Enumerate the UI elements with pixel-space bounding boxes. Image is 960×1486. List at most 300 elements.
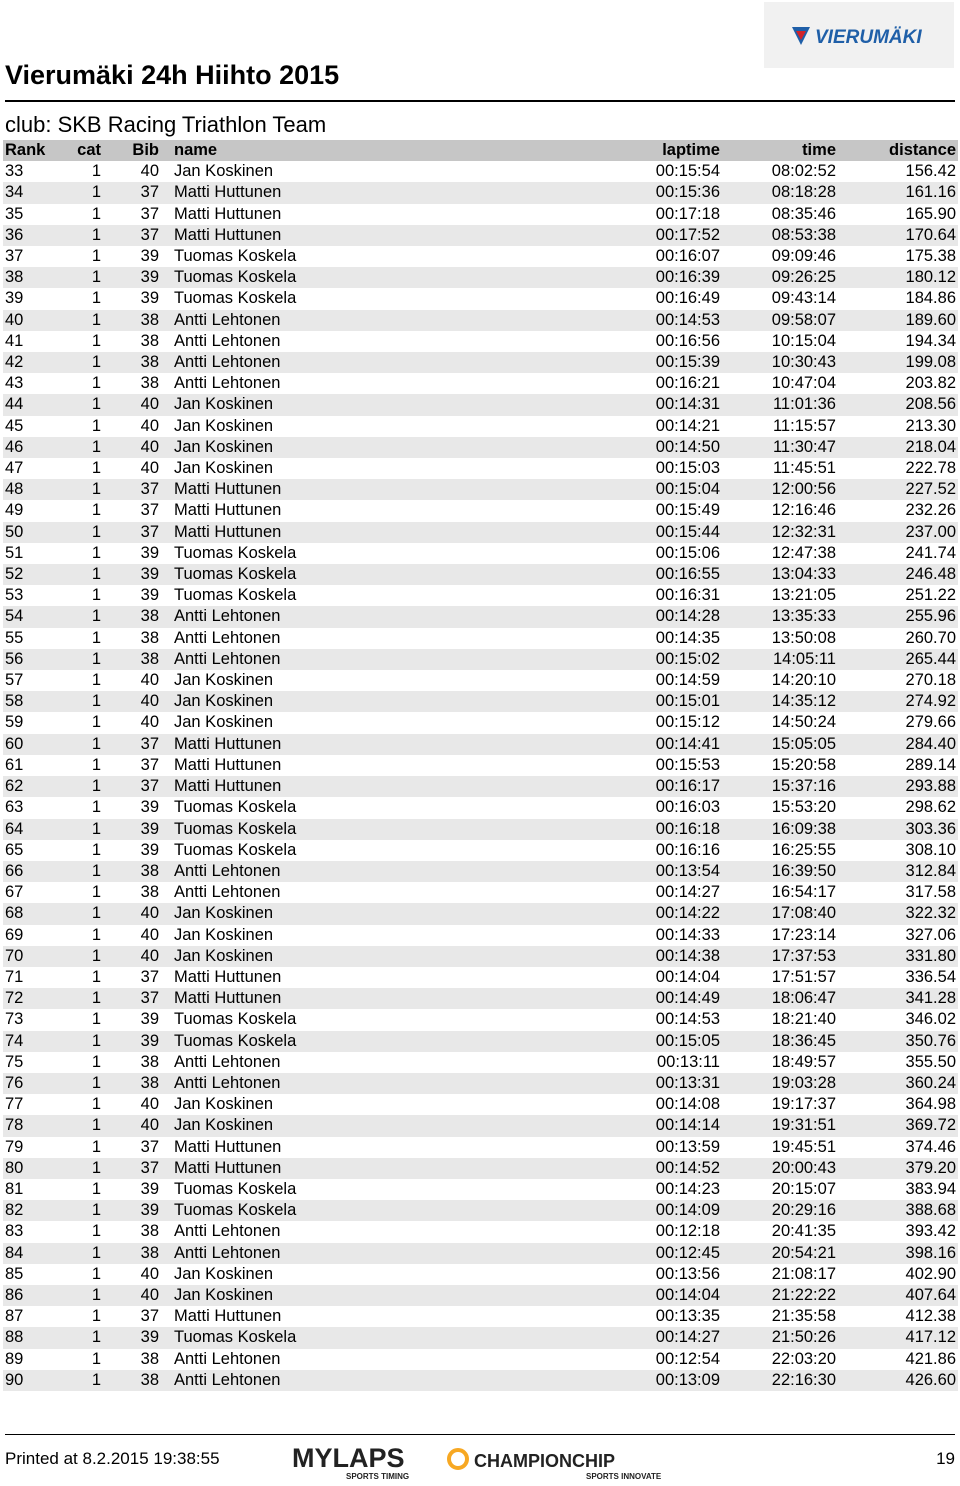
cell-bib: 40 (140, 1095, 159, 1114)
table-row (3, 288, 958, 309)
cell-distance: 383.94 (905, 1179, 956, 1198)
cell-cat: 1 (91, 1264, 101, 1283)
cell-bib: 38 (140, 1243, 159, 1262)
cell-rank: 69 (5, 925, 24, 944)
cell-distance: 246.48 (905, 565, 956, 584)
table-row (3, 1264, 958, 1285)
cell-laptime: 00:15:49 (655, 501, 720, 520)
club-name: club: SKB Racing Triathlon Team (5, 112, 327, 137)
table-row (3, 819, 958, 840)
cell-time: 13:35:33 (771, 607, 836, 626)
cell-distance: 346.02 (905, 1010, 956, 1029)
cell-bib: 39 (140, 798, 159, 817)
table-row (3, 712, 958, 733)
cell-laptime: 00:15:12 (655, 713, 720, 732)
cell-laptime: 00:14:59 (655, 671, 720, 690)
cell-laptime: 00:14:41 (655, 734, 720, 753)
cell-bib: 39 (140, 840, 159, 859)
cell-laptime: 00:16:17 (655, 777, 720, 796)
cell-time: 15:05:05 (771, 734, 836, 753)
cell-laptime: 00:14:04 (655, 967, 720, 986)
cell-cat: 1 (91, 395, 101, 414)
table-row (3, 394, 958, 415)
cell-name: Tuomas Koskela (174, 1179, 297, 1198)
cell-bib: 40 (140, 1264, 159, 1283)
cell-rank: 37 (5, 247, 24, 266)
cell-laptime: 00:16:49 (655, 289, 720, 308)
cell-time: 18:21:40 (771, 1010, 836, 1029)
cell-name: Jan Koskinen (174, 1095, 274, 1114)
table-row (3, 1073, 958, 1094)
cell-distance: 341.28 (905, 989, 956, 1008)
cell-name: Tuomas Koskela (174, 840, 297, 859)
cell-cat: 1 (91, 268, 101, 287)
table-row (3, 925, 958, 946)
cell-time: 22:16:30 (771, 1370, 836, 1389)
cell-laptime: 00:13:09 (655, 1370, 720, 1389)
cell-cat: 1 (91, 946, 101, 965)
cell-cat: 1 (91, 1052, 101, 1071)
cell-cat: 1 (91, 459, 101, 478)
cell-cat: 1 (91, 1349, 101, 1368)
table-row (3, 1285, 958, 1306)
cell-bib: 38 (140, 1349, 159, 1368)
cell-rank: 70 (5, 946, 24, 965)
cell-distance: 222.78 (905, 459, 956, 478)
cell-bib: 38 (140, 861, 159, 880)
cell-distance: 194.34 (905, 331, 956, 350)
cell-time: 20:15:07 (771, 1179, 836, 1198)
cell-cat: 1 (91, 777, 101, 796)
cell-bib: 40 (140, 416, 159, 435)
cell-time: 18:06:47 (771, 989, 836, 1008)
cell-time: 21:22:22 (771, 1285, 836, 1304)
cell-cat: 1 (91, 416, 101, 435)
cell-cat: 1 (91, 586, 101, 605)
cell-laptime: 00:16:56 (655, 331, 720, 350)
cell-distance: 317.58 (905, 883, 956, 902)
cell-laptime: 00:13:11 (656, 1052, 720, 1071)
cell-name: Tuomas Koskela (174, 543, 297, 562)
cell-cat: 1 (91, 162, 101, 181)
cell-laptime: 00:14:14 (655, 1116, 720, 1135)
cell-time: 08:18:28 (771, 183, 836, 202)
cell-time: 11:45:51 (772, 459, 836, 478)
cell-distance: 161.16 (905, 183, 956, 202)
cell-cat: 1 (91, 353, 101, 372)
page-title: Vierumäki 24h Hiihto 2015 (5, 60, 340, 90)
cell-time: 18:36:45 (771, 1031, 836, 1050)
cell-name: Antti Lehtonen (174, 883, 281, 902)
cell-name: Antti Lehtonen (174, 861, 281, 880)
mylaps-logo-sub: SPORTS TIMING (346, 1472, 410, 1481)
cell-laptime: 00:17:18 (655, 204, 720, 223)
cell-distance: 232.26 (905, 501, 956, 520)
cell-laptime: 00:15:36 (655, 183, 720, 202)
cell-laptime: 00:14:27 (655, 1328, 720, 1347)
cell-bib: 38 (140, 310, 159, 329)
cell-cat: 1 (91, 734, 101, 753)
col-time: time (802, 141, 836, 159)
cell-time: 08:53:38 (771, 225, 836, 244)
cell-distance: 180.12 (905, 268, 956, 287)
cell-cat: 1 (91, 437, 101, 456)
cell-rank: 38 (5, 268, 24, 287)
cell-bib: 39 (140, 289, 159, 308)
cell-cat: 1 (91, 374, 101, 393)
table-row (3, 585, 958, 606)
cell-bib: 37 (140, 755, 159, 774)
cell-cat: 1 (91, 247, 101, 266)
col-rank: Rank (5, 141, 46, 159)
cell-rank: 40 (5, 310, 24, 329)
championchip-logo (448, 1441, 662, 1481)
cell-rank: 58 (5, 692, 24, 711)
cell-distance: 388.68 (905, 1201, 956, 1220)
table-row (3, 882, 958, 903)
cell-bib: 40 (140, 925, 159, 944)
col-cat: cat (77, 141, 101, 159)
cell-rank: 88 (5, 1328, 24, 1347)
cell-bib: 40 (140, 1116, 159, 1135)
cell-bib: 40 (140, 437, 159, 456)
cell-name: Jan Koskinen (174, 459, 274, 478)
cell-time: 11:01:36 (772, 395, 836, 414)
col-laptime: laptime (662, 141, 720, 159)
title-divider (5, 100, 955, 102)
cell-laptime: 00:14:28 (655, 607, 720, 626)
cell-name: Jan Koskinen (174, 692, 274, 711)
table-row (3, 182, 958, 203)
cell-cat: 1 (91, 289, 101, 308)
cell-laptime: 00:16:39 (655, 268, 720, 287)
cell-bib: 37 (140, 501, 159, 520)
cell-laptime: 00:14:08 (655, 1095, 720, 1114)
table-row (3, 1179, 958, 1200)
cell-bib: 39 (140, 1328, 159, 1347)
cell-laptime: 00:14:23 (655, 1179, 720, 1198)
cell-rank: 82 (5, 1201, 24, 1220)
mylaps-logo-text: MYLAPS (292, 1443, 405, 1473)
cell-laptime: 00:16:31 (655, 586, 720, 605)
table-row (3, 1009, 958, 1030)
cell-time: 12:00:56 (771, 480, 836, 499)
cell-bib: 40 (140, 395, 159, 414)
cell-cat: 1 (91, 628, 101, 647)
cell-rank: 77 (5, 1095, 24, 1114)
cell-time: 09:26:25 (771, 268, 836, 287)
col-distance: distance (889, 141, 956, 159)
cell-distance: 327.06 (905, 925, 956, 944)
cell-laptime: 00:13:59 (655, 1137, 720, 1156)
cell-name: Matti Huttunen (174, 734, 282, 753)
cell-time: 10:15:04 (771, 331, 836, 350)
cell-laptime: 00:16:18 (655, 819, 720, 838)
mylaps-logo (292, 1441, 442, 1481)
table-row (3, 628, 958, 649)
cell-distance: 156.42 (905, 162, 956, 181)
cell-bib: 37 (140, 480, 159, 499)
cell-rank: 43 (5, 374, 24, 393)
cell-bib: 40 (140, 713, 159, 732)
cell-bib: 40 (140, 692, 159, 711)
cell-rank: 66 (5, 861, 24, 880)
cell-bib: 38 (140, 628, 159, 647)
cell-time: 12:32:31 (771, 522, 836, 541)
cell-time: 09:43:14 (771, 289, 836, 308)
cell-name: Jan Koskinen (174, 713, 274, 732)
cell-laptime: 00:14:49 (655, 989, 720, 1008)
table-row (3, 988, 958, 1009)
cell-time: 14:20:10 (771, 671, 836, 690)
cell-laptime: 00:14:04 (655, 1285, 720, 1304)
cell-cat: 1 (91, 1095, 101, 1114)
cell-distance: 402.90 (905, 1264, 956, 1283)
cell-laptime: 00:15:44 (655, 522, 720, 541)
cell-name: Tuomas Koskela (174, 1010, 297, 1029)
table-row (3, 1306, 958, 1327)
cell-rank: 53 (5, 586, 24, 605)
table-row (3, 204, 958, 225)
table-row (3, 1349, 958, 1370)
cell-laptime: 00:14:50 (655, 437, 720, 456)
cell-cat: 1 (91, 1201, 101, 1220)
cell-name: Antti Lehtonen (174, 1222, 281, 1241)
cell-bib: 37 (140, 522, 159, 541)
cell-name: Matti Huttunen (174, 522, 282, 541)
table-row (3, 437, 958, 458)
table-row (3, 1115, 958, 1136)
table-row (3, 522, 958, 543)
cell-time: 12:16:46 (771, 501, 836, 520)
cell-distance: 184.86 (905, 289, 956, 308)
cell-distance: 355.50 (905, 1052, 956, 1071)
cell-laptime: 00:13:56 (655, 1264, 720, 1283)
cell-time: 14:05:11 (772, 649, 836, 668)
cell-rank: 50 (5, 522, 24, 541)
table-row (3, 564, 958, 585)
cell-rank: 54 (5, 607, 24, 626)
cell-name: Antti Lehtonen (174, 628, 281, 647)
cell-cat: 1 (91, 1031, 101, 1050)
cell-bib: 40 (140, 904, 159, 923)
cell-distance: 412.38 (905, 1307, 956, 1326)
cell-cat: 1 (91, 522, 101, 541)
cell-laptime: 00:14:33 (655, 925, 720, 944)
table-row (3, 755, 958, 776)
cell-name: Matti Huttunen (174, 183, 282, 202)
cell-rank: 60 (5, 734, 24, 753)
cell-name: Antti Lehtonen (174, 310, 281, 329)
table-row (3, 1327, 958, 1348)
cell-name: Matti Huttunen (174, 1137, 282, 1156)
cell-laptime: 00:14:27 (655, 883, 720, 902)
table-row (3, 903, 958, 924)
cell-rank: 34 (5, 183, 24, 202)
cell-time: 22:03:20 (771, 1349, 836, 1368)
table-row (3, 776, 958, 797)
cell-name: Tuomas Koskela (174, 1031, 297, 1050)
cell-cat: 1 (91, 501, 101, 520)
table-row (3, 1031, 958, 1052)
cell-bib: 38 (140, 1370, 159, 1389)
cell-cat: 1 (91, 1116, 101, 1135)
cell-rank: 36 (5, 225, 24, 244)
cell-rank: 86 (5, 1285, 24, 1304)
cell-bib: 38 (140, 331, 159, 350)
cell-distance: 213.30 (905, 416, 956, 435)
cell-rank: 67 (5, 883, 24, 902)
table-row (3, 161, 958, 182)
cell-time: 14:50:24 (771, 713, 836, 732)
cell-rank: 87 (5, 1307, 24, 1326)
cell-rank: 85 (5, 1264, 24, 1283)
cell-rank: 56 (5, 649, 24, 668)
cell-bib: 38 (140, 374, 159, 393)
cell-cat: 1 (91, 861, 101, 880)
cell-cat: 1 (91, 331, 101, 350)
cell-bib: 38 (140, 883, 159, 902)
cell-laptime: 00:16:16 (655, 840, 720, 859)
cell-bib: 38 (140, 1052, 159, 1071)
cell-laptime: 00:15:05 (655, 1031, 720, 1050)
cell-bib: 38 (140, 353, 159, 372)
cell-name: Jan Koskinen (174, 162, 274, 181)
cell-name: Matti Huttunen (174, 1158, 282, 1177)
cell-distance: 270.18 (905, 671, 956, 690)
cell-name: Jan Koskinen (174, 1116, 274, 1135)
table-row (3, 1137, 958, 1158)
table-row (3, 246, 958, 267)
cell-bib: 40 (140, 671, 159, 690)
cell-distance: 364.98 (905, 1095, 956, 1114)
table-row (3, 1200, 958, 1221)
cell-bib: 38 (140, 649, 159, 668)
cell-name: Antti Lehtonen (174, 1349, 281, 1368)
cell-cat: 1 (91, 967, 101, 986)
table-row (3, 967, 958, 988)
cell-distance: 255.96 (905, 607, 956, 626)
cell-laptime: 00:15:04 (655, 480, 720, 499)
cell-name: Antti Lehtonen (174, 353, 281, 372)
cell-laptime: 00:13:35 (655, 1307, 720, 1326)
cell-rank: 64 (5, 819, 24, 838)
cell-cat: 1 (91, 607, 101, 626)
cell-laptime: 00:16:03 (655, 798, 720, 817)
cell-cat: 1 (91, 565, 101, 584)
cell-bib: 40 (140, 946, 159, 965)
cell-time: 16:54:17 (771, 883, 836, 902)
cell-rank: 89 (5, 1349, 24, 1368)
cell-cat: 1 (91, 204, 101, 223)
cell-name: Jan Koskinen (174, 416, 274, 435)
col-name: name (174, 141, 218, 159)
table-row (3, 797, 958, 818)
cell-time: 09:09:46 (771, 247, 836, 266)
table-row (3, 1094, 958, 1115)
cell-rank: 52 (5, 565, 24, 584)
cell-bib: 37 (140, 1307, 159, 1326)
cell-name: Antti Lehtonen (174, 374, 281, 393)
table-row (3, 479, 958, 500)
table-row (3, 691, 958, 712)
cell-distance: 237.00 (905, 522, 956, 541)
cell-laptime: 00:17:52 (655, 225, 720, 244)
cell-cat: 1 (91, 883, 101, 902)
cell-bib: 39 (140, 819, 159, 838)
table-body (3, 161, 958, 1391)
cell-distance: 298.62 (905, 798, 956, 817)
cell-rank: 55 (5, 628, 24, 647)
cell-laptime: 00:16:07 (655, 247, 720, 266)
cell-laptime: 00:14:53 (655, 1010, 720, 1029)
cell-rank: 90 (5, 1370, 24, 1389)
cell-distance: 203.82 (905, 374, 956, 393)
cell-rank: 65 (5, 840, 24, 859)
cell-distance: 393.42 (905, 1222, 956, 1241)
cell-time: 20:41:35 (771, 1222, 836, 1241)
cell-rank: 46 (5, 437, 24, 456)
table-row (3, 310, 958, 331)
table-row (3, 670, 958, 691)
cell-time: 16:39:50 (771, 861, 836, 880)
cell-bib: 40 (140, 459, 159, 478)
cell-cat: 1 (91, 310, 101, 329)
cell-laptime: 00:15:02 (655, 649, 720, 668)
cell-rank: 57 (5, 671, 24, 690)
cell-name: Jan Koskinen (174, 671, 274, 690)
cell-rank: 80 (5, 1158, 24, 1177)
cell-bib: 38 (140, 1222, 159, 1241)
cell-distance: 165.90 (905, 204, 956, 223)
cell-distance: 308.10 (905, 840, 956, 859)
cell-time: 08:02:52 (771, 162, 836, 181)
cell-laptime: 00:12:18 (655, 1222, 720, 1241)
cell-laptime: 00:14:09 (655, 1201, 720, 1220)
cell-cat: 1 (91, 819, 101, 838)
cell-laptime: 00:15:53 (655, 755, 720, 774)
cell-distance: 260.70 (905, 628, 956, 647)
table-row (3, 416, 958, 437)
cell-rank: 84 (5, 1243, 24, 1262)
cell-distance: 189.60 (905, 310, 956, 329)
cell-distance: 274.92 (905, 692, 956, 711)
cell-cat: 1 (91, 1222, 101, 1241)
cell-rank: 35 (5, 204, 24, 223)
cell-distance: 303.36 (905, 819, 956, 838)
cell-cat: 1 (91, 925, 101, 944)
cell-rank: 79 (5, 1137, 24, 1156)
cell-name: Jan Koskinen (174, 946, 274, 965)
cell-time: 09:58:07 (771, 310, 836, 329)
cell-time: 08:35:46 (771, 204, 836, 223)
cell-name: Tuomas Koskela (174, 798, 297, 817)
table-row (3, 1370, 958, 1391)
cell-time: 20:00:43 (771, 1158, 836, 1177)
cell-distance: 241.74 (905, 543, 956, 562)
cell-rank: 41 (5, 331, 24, 350)
cell-cat: 1 (91, 183, 101, 202)
table-row (3, 373, 958, 394)
cell-time: 17:37:53 (771, 946, 836, 965)
cell-time: 10:47:04 (771, 374, 836, 393)
cell-distance: 208.56 (905, 395, 956, 414)
cell-time: 19:17:37 (771, 1095, 836, 1114)
cell-cat: 1 (91, 904, 101, 923)
cell-cat: 1 (91, 1137, 101, 1156)
cell-name: Matti Huttunen (174, 480, 282, 499)
cell-distance: 293.88 (905, 777, 956, 796)
